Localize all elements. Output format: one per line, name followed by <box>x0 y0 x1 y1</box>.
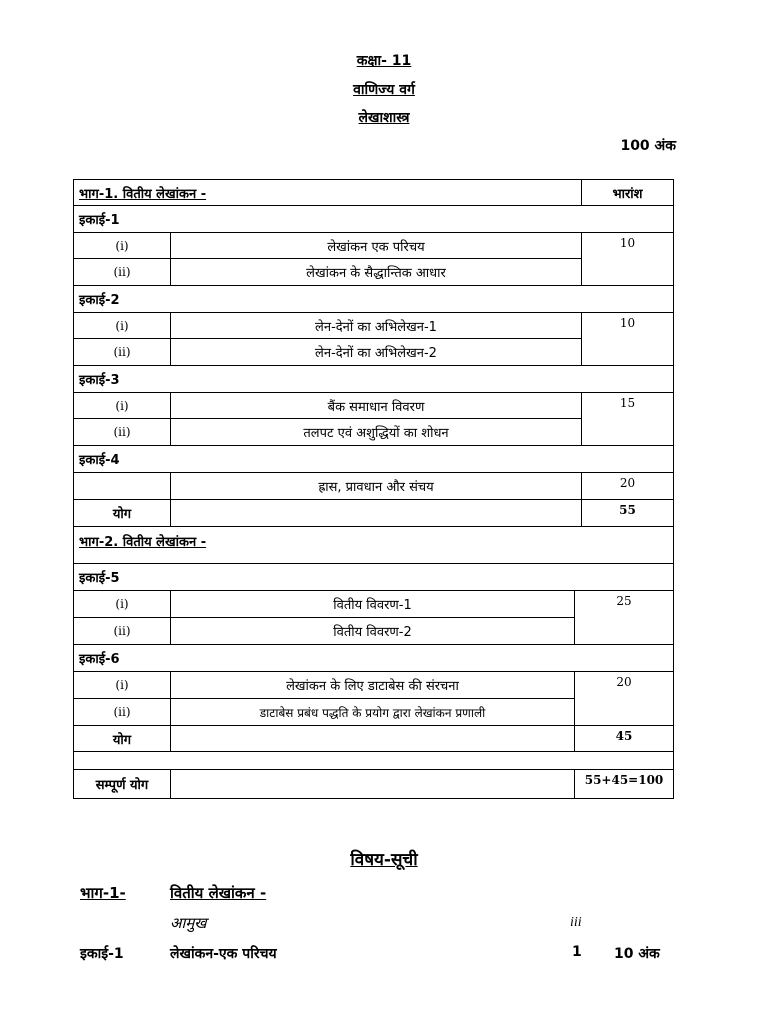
total-label: योग <box>73 725 171 752</box>
topic-cell: डाटाबेस प्रबंध पद्धति के प्रयोग द्वारा लेखांकन प्रणाली <box>170 698 575 726</box>
weight-header: भारांश <box>581 179 674 206</box>
table-row <box>73 472 674 500</box>
total-blank <box>170 499 582 527</box>
marks-cell-continued <box>574 698 674 726</box>
spacer-cell <box>73 751 674 770</box>
table-row <box>73 644 674 672</box>
toc-intro-page: iii <box>570 915 582 930</box>
marks-cell: 20 <box>581 472 674 500</box>
part1-title: भाग-1. वितीय लेखांकन - <box>79 186 207 202</box>
total-label: योग <box>73 499 171 527</box>
item-number: (i) <box>73 312 171 339</box>
grand-total-value: 55+45=100 <box>574 769 674 799</box>
unit4-label: इकाई-4 <box>73 445 674 473</box>
item-number: (i) <box>73 671 171 699</box>
item-number: (ii) <box>73 338 171 366</box>
table-row <box>73 725 674 752</box>
topic-cell: ह्रास, प्रावधान और संचय <box>170 472 582 500</box>
marks-cell: 15 <box>581 392 674 419</box>
toc-unit1-page: 1 <box>572 944 582 960</box>
part2-title-cell <box>73 526 674 564</box>
topic-cell: लेखांकन के लिए डाटाबेस की संरचना <box>170 671 575 699</box>
table-row <box>73 445 674 473</box>
total-blank <box>170 725 575 752</box>
table-row <box>73 338 674 366</box>
item-number: (ii) <box>73 258 171 286</box>
toc-intro: आमुख <box>170 914 207 932</box>
table-row <box>73 751 674 770</box>
toc-part1-title: वितीय लेखांकन - <box>170 884 267 902</box>
table-row <box>73 526 674 564</box>
marks-cell-continued <box>581 418 674 446</box>
table-row <box>73 563 674 591</box>
table-row <box>73 258 674 286</box>
total-value: 45 <box>574 725 674 752</box>
topic-cell: तलपट एवं अशुद्धियों का शोधन <box>170 418 582 446</box>
marks-cell: 25 <box>574 590 674 618</box>
item-number-empty <box>73 472 171 500</box>
topic-cell: लेखांकन के सैद्धान्तिक आधार <box>170 258 582 286</box>
table-row <box>73 617 674 645</box>
item-number: (ii) <box>73 617 171 645</box>
table-row <box>73 365 674 393</box>
table-row <box>73 312 674 339</box>
grand-total-label: सम्पूर्ण योग <box>73 769 171 799</box>
marks-cell-continued <box>581 338 674 366</box>
part2-title: भाग-2. वितीय लेखांकन - <box>79 535 207 550</box>
unit6-label: इकाई-6 <box>73 644 674 672</box>
class-heading: कक्षा- 11 <box>356 53 412 69</box>
unit2-label: इकाई-2 <box>73 285 674 313</box>
item-number: (ii) <box>73 418 171 446</box>
unit1-label: इकाई-1 <box>73 205 674 233</box>
marks-cell: 10 <box>581 312 674 339</box>
table-row <box>73 232 674 259</box>
toc-part1-label: भाग-1- <box>80 884 126 902</box>
subject-heading: लेखाशास्त्र <box>358 110 410 126</box>
table-row <box>73 392 674 419</box>
stream-heading: वाणिज्य वर्ग <box>353 82 415 98</box>
unit5-label: इकाई-5 <box>73 563 674 591</box>
toc-title: विषय-सूची <box>350 850 418 870</box>
grand-total-blank <box>170 769 575 799</box>
table-row <box>73 698 674 726</box>
marks-cell: 10 <box>581 232 674 259</box>
marks-cell-continued <box>574 617 674 645</box>
table-row <box>73 285 674 313</box>
toc-unit1-marks: 10 अंक <box>614 946 660 962</box>
table-row <box>73 671 674 699</box>
table-row <box>73 590 674 618</box>
marks-cell-continued <box>581 258 674 286</box>
part1-title-cell <box>73 179 582 206</box>
table-row <box>73 418 674 446</box>
topic-cell: वितीय विवरण-2 <box>170 617 575 645</box>
total-marks: 100 अंक <box>620 138 676 154</box>
table-row <box>73 205 674 233</box>
table-row <box>73 769 674 799</box>
item-number: (ii) <box>73 698 171 726</box>
topic-cell: लेन-देनों का अभिलेखन-2 <box>170 338 582 366</box>
topic-cell: बैंक समाधान विवरण <box>170 392 582 419</box>
unit3-label: इकाई-3 <box>73 365 674 393</box>
topic-cell: लेन-देनों का अभिलेखन-1 <box>170 312 582 339</box>
item-number: (i) <box>73 232 171 259</box>
table-row <box>73 499 674 527</box>
topic-cell: वितीय विवरण-1 <box>170 590 575 618</box>
toc-unit1-label: इकाई-1 <box>80 946 124 962</box>
table-row <box>73 179 674 206</box>
marks-cell: 20 <box>574 671 674 699</box>
item-number: (i) <box>73 590 171 618</box>
toc-unit1-title: लेखांकन-एक परिचय <box>170 946 277 962</box>
item-number: (i) <box>73 392 171 419</box>
topic-cell: लेखांकन एक परिचय <box>170 232 582 259</box>
total-value: 55 <box>581 499 674 527</box>
